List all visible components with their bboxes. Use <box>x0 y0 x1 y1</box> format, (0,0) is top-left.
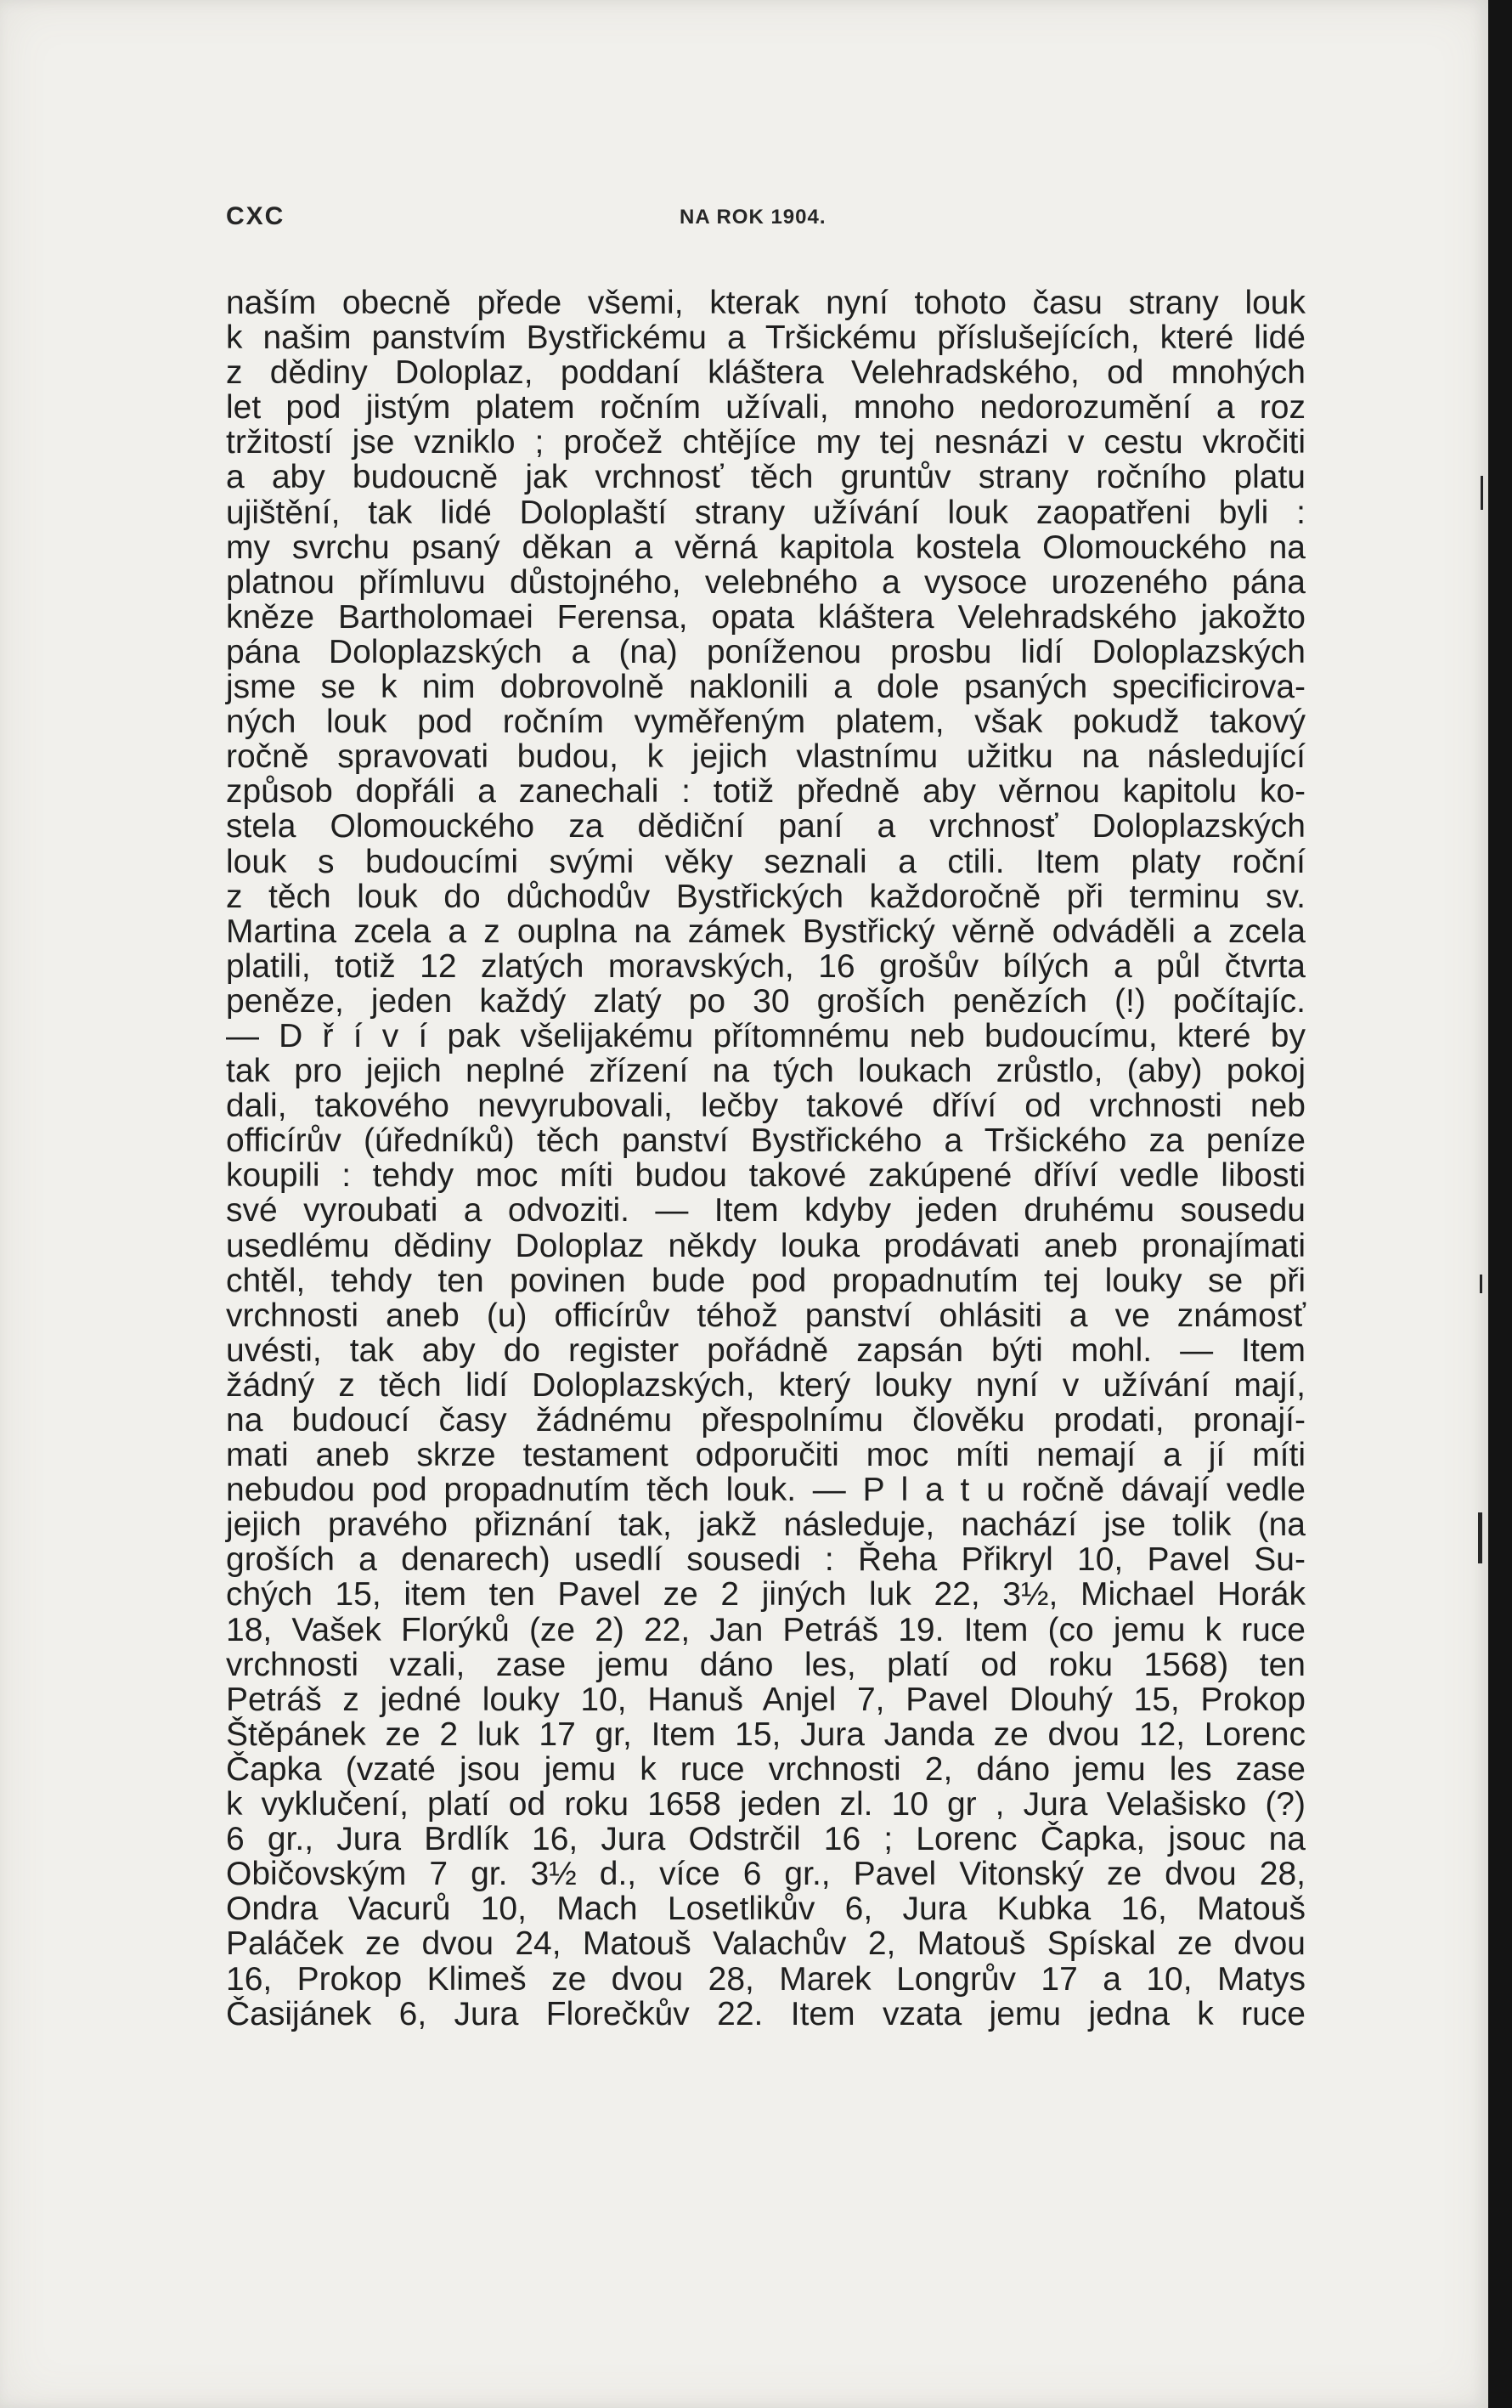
page-folio: CXC <box>226 202 285 230</box>
text-line: usedlému dědiny Doloplaz někdy louka prodávati aneb pronajímati <box>226 1227 1306 1264</box>
running-head <box>226 202 1305 236</box>
text-line: stela Olomouckého za dědiční paní a vrchnosť Doloplazských <box>226 808 1306 845</box>
text-line: vrchnosti aneb (u) officírův téhož panství ohlásiti a ve známosť <box>226 1297 1306 1334</box>
text-line: louk s budoucími svými věky seznali a ctili. Item platy roční <box>226 843 1306 880</box>
text-line: Štěpánek ze 2 luk 17 gr, Item 15, Jura Janda ze dvou 12, Lorenc <box>226 1716 1306 1753</box>
text-line: chtěl, tehdy ten povinen bude pod propadnutím tej louky se při <box>226 1262 1306 1299</box>
text-line: Martina zcela a z ouplna na zámek Bystřický věrně odváděli a zcela <box>226 913 1306 950</box>
text-line: naším obecně přede všemi, kterak nyní tohoto času strany louk <box>226 285 1306 321</box>
text-line: své vyroubati a odvoziti. — Item kdyby jeden druhému sousedu <box>226 1192 1306 1229</box>
text-line: z dědiny Doloplaz, poddaní kláštera Velehradského, od mnohých <box>226 354 1306 392</box>
text-line: Običovským 7 gr. 3½ d., více 6 gr., Pavel Vitonský ze dvou 28, <box>226 1856 1306 1893</box>
body-text <box>226 285 1306 2032</box>
text-line: tak pro jejich neplné zřízení na tých loukach zrůstlo, (aby) pokoj <box>226 1053 1306 1090</box>
text-line: vrchnosti vzali, zase jemu dáno les, platí od roku 1568) ten <box>226 1646 1306 1683</box>
text-line: jsme se k nim dobrovolně naklonili a dole psaných specificirova- <box>226 669 1306 706</box>
text-line: Ondra Vacurů 10, Mach Losetlikův 6, Jura Kubka 16, Matouš <box>226 1891 1306 1928</box>
text-line: 6 gr., Jura Brdlík 16, Jura Odstrčil 16 ; Lorenc Čapka, jsouc na <box>226 1821 1306 1858</box>
text-line: uvésti, tak aby do register pořádně zapsán býti mohl. — Item <box>226 1331 1306 1369</box>
text-line: 18, Vašek Florýků (ze 2) 22, Jan Petráš 19. Item (co jemu k ruce <box>226 1611 1306 1648</box>
text-line: z těch louk do důchodův Bystřických každoročně při terminu sv. <box>226 878 1306 915</box>
text-line: tržitostí jse vzniklo ; pročež chtějíce my tej nesnázi v cestu vkročiti <box>226 424 1306 461</box>
text-line: let pod jistým platem ročním užívali, mnoho nedorozumění a roz <box>226 389 1306 427</box>
text-line: platnou přímluvu důstojného, velebného a vysoce urozeného pána <box>226 563 1306 601</box>
text-line: ných louk pod ročním vyměřeným platem, však pokudž takový <box>226 704 1306 741</box>
margin-mark <box>1478 1512 1482 1563</box>
text-line: koupili : tehdy moc míti budou takové zakúpené dříví vedle libosti <box>226 1157 1306 1195</box>
margin-mark <box>1481 476 1483 510</box>
text-line: a aby budoucně jak vrchnosť těch gruntův strany ročního platu <box>226 459 1306 496</box>
text-line: žádný z těch lidí Doloplazských, který louky nyní v užívání mají, <box>226 1366 1306 1404</box>
text-line: Paláček ze dvou 24, Matouš Valachův 2, Matouš Spískal ze dvou <box>226 1925 1306 1963</box>
text-line: způsob dopřáli a zanechali : totiž předně aby věrnou kapitolu ko- <box>226 773 1306 811</box>
text-line: officírův (úředníků) těch panství Bystřického a Tršického za peníze <box>226 1122 1306 1160</box>
text-line: — D ř í v í pak všelijakému přítomnému neb budoucímu, které by <box>226 1017 1306 1054</box>
margin-mark <box>1480 1275 1482 1293</box>
text-line: jejich pravého přiznání tak, jakž následuje, nachází jse tolik (na <box>226 1506 1306 1544</box>
text-line: peněze, jeden každý zlatý po 30 groších penězích (!) počítajíc. <box>226 982 1306 1020</box>
running-title: NA ROK 1904. <box>680 206 827 229</box>
text-line: Čapka (vzaté jsou jemu k ruce vrchnosti 2, dáno jemu les zase <box>226 1750 1306 1788</box>
text-line: ročně spravovati budou, k jejich vlastnímu užitku na následující <box>226 738 1306 776</box>
text-line: dali, takového nevyrubovali, lečby takové dříví od vrchnosti neb <box>226 1088 1306 1125</box>
text-line: Petráš z jedné louky 10, Hanuš Anjel 7, Pavel Dlouhý 15, Prokop <box>226 1681 1306 1718</box>
text-line: kněze Bartholomaei Ferensa, opata kláštera Velehradského jakožto <box>226 598 1306 636</box>
text-line: chých 15, item ten Pavel ze 2 jiných luk 22, 3½, Michael Horák <box>226 1576 1306 1614</box>
text-line: pána Doloplazských a (na) poníženou prosbu lidí Doloplazských <box>226 633 1306 670</box>
text-line: 16, Prokop Klimeš ze dvou 28, Marek Longrův 17 a 10, Matys <box>226 1960 1306 1998</box>
text-line: platili, totiž 12 zlatých moravských, 16 grošův bílých a půl čtvrta <box>226 947 1306 985</box>
text-line: k našim panstvím Bystřickému a Tršickému příslušejících, které lidé <box>226 319 1306 357</box>
text-line: na budoucí časy žádnému přespolnímu člověku prodati, pronají- <box>226 1402 1306 1439</box>
text-line: ujištění, tak lidé Doloplaští strany užívání louk zaopatřeni byli : <box>226 494 1306 531</box>
text-line: Časiјánek 6, Jura Florečkův 22. Item vzata jemu jedna k ruce <box>226 1995 1306 2032</box>
text-line: groších a denarech) usedlí sousedi : Řeha Přikryl 10, Pavel Su- <box>226 1541 1306 1579</box>
text-line: my svrchu psaný děkan a věrná kapitola kostela Olomouckého na <box>226 529 1306 566</box>
text-line: nebudou pod propadnutím těch louk. — P l a t u ročně dávají vedle <box>226 1472 1306 1509</box>
text-line: mati aneb skrze testament odporučiti moc míti nemají a jí míti <box>226 1437 1306 1474</box>
text-line: k vyklučení, platí od roku 1658 jeden zl. 10 gr , Jura Velašisko (?) <box>226 1786 1306 1823</box>
